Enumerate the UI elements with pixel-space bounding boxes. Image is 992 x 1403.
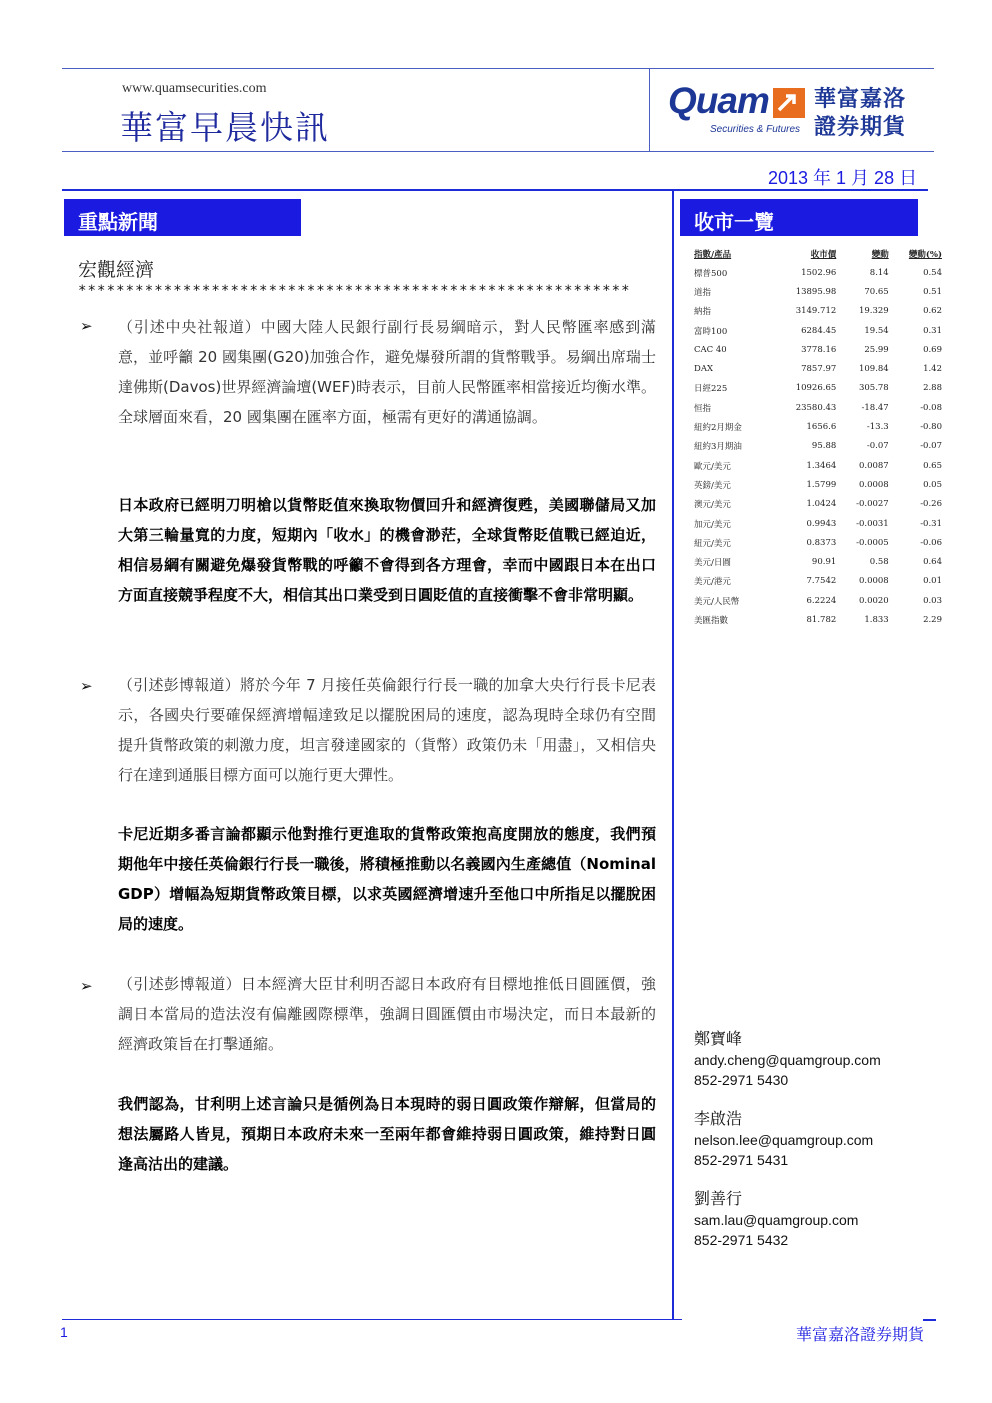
table-row <box>694 475 942 494</box>
table-cell: 0.69 <box>923 344 942 355</box>
logo-cn-line1: 華富嘉洛 <box>814 87 907 112</box>
footer-rule-left <box>62 1319 682 1320</box>
news-paragraph: （引述彭博報道）日本經濟大臣甘利明否認日本政府有目標地推低日圓匯價，強調日本當局的造法沒有偏離國際標準，強調日圓匯價由市場決定，而日本最新的經濟政策旨在打擊通縮。 <box>118 975 656 1053</box>
logo-subtitle: Securities & Futures <box>710 124 801 135</box>
table-cell: 0.0008 <box>858 576 889 587</box>
table-row <box>694 552 942 571</box>
table-cell: DAX <box>694 364 714 375</box>
table-cell: 1.0424 <box>806 499 837 510</box>
commentary-paragraph: 日本政府已經明刀明槍以貨幣貶值來換取物價回升和經濟復甦，美國聯儲局又加大第三輪量寬的力度，短期內「收水」的機會渺茫，全球貨幣貶值戰已經迫近，相信易綱有關避免爆發貨幣戰的呼籲不會得到各方理會，幸而中國跟日本在出口方面直接競爭程度不大，相信其出口業受到日圓貶值的直接衝擊不會非常明顯。 <box>118 496 656 604</box>
table-cell: 1.42 <box>923 364 942 375</box>
table-cell: 2.88 <box>923 383 942 394</box>
table-row <box>694 437 942 456</box>
table-cell: 納指 <box>694 307 712 318</box>
table-row <box>694 591 942 610</box>
table-cell: -18.47 <box>861 402 889 413</box>
table-cell: 日經225 <box>694 384 728 395</box>
market-close-table <box>694 245 942 630</box>
table-cell: 1.3464 <box>806 460 837 471</box>
table-header-cell: 變動(%) <box>908 250 942 260</box>
table-row <box>694 456 942 475</box>
table-header-cell: 變動 <box>871 250 889 260</box>
contact-name: 劉善行 <box>694 1191 743 1208</box>
table-row <box>694 572 942 591</box>
commentary-paragraph: 我們認為，甘利明上述言論只是循例為日本現時的弱日圓政策作辯解，但當局的想法屬路人皆見，預期日本政府未來一至兩年都會維持弱日圓政策，維持對日圓逢高沽出的建議。 <box>118 1095 656 1173</box>
contact-card <box>694 1190 858 1250</box>
table-cell: 0.0020 <box>858 595 889 606</box>
table-row <box>694 263 942 282</box>
table-cell: 加元/美元 <box>694 519 731 530</box>
table-cell: 1.5799 <box>806 479 837 490</box>
header-divider <box>649 68 650 152</box>
table-cell: 81.782 <box>806 614 837 625</box>
table-cell: 美元/港元 <box>694 577 731 588</box>
table-cell: 富時100 <box>694 326 728 337</box>
table-cell: 0.64 <box>923 557 942 568</box>
section-header-news <box>64 199 301 236</box>
section-title-market: 收市一覽 <box>694 210 774 234</box>
table-cell: 8.14 <box>869 267 889 278</box>
table-header-row <box>694 245 942 263</box>
table-row <box>694 610 942 629</box>
table-cell: 3778.16 <box>801 344 837 355</box>
contact-phone: 852-2971 5430 <box>694 1072 789 1088</box>
contact-name: 鄭寶峰 <box>694 1031 743 1048</box>
contact-email[interactable]: andy.cheng@quamgroup.com <box>694 1052 881 1068</box>
table-row <box>694 379 942 398</box>
contact-phone: 852-2971 5432 <box>694 1232 789 1248</box>
subheading-macro: 宏觀經濟 <box>78 259 155 281</box>
table-cell: 英鎊/美元 <box>694 480 731 491</box>
table-header-cell: 指數/產品 <box>694 250 732 260</box>
table-cell: 道指 <box>694 287 712 298</box>
table-cell: CAC 40 <box>694 344 727 355</box>
table-cell: 美元/人民幣 <box>694 596 740 607</box>
table-cell: -0.07 <box>920 441 942 452</box>
table-cell: 0.0008 <box>858 479 889 490</box>
table-cell: 23580.43 <box>795 402 837 413</box>
table-row <box>694 359 942 378</box>
table-cell: 紐約3月期油 <box>694 442 742 453</box>
commentary-paragraph: 卡尼近期多番言論都顯示他對推行更進取的貨幣政策抱高度開放的態度，我們預期他年中接任英倫銀行行長一職後，將積極推動以名義國內生產總值（Nominal GDP）增幅為短期貨幣政策目標，以求英國經濟增速升至他口中所指足以擺脫困局的速度。 <box>118 825 656 933</box>
bullet-icon: ➢ <box>80 317 93 335</box>
company-logo <box>666 82 922 144</box>
table-cell: 1.833 <box>864 614 889 625</box>
top-rule <box>62 189 928 191</box>
logo-wordmark: Quam <box>668 80 769 121</box>
table-cell: 6.2224 <box>806 595 837 606</box>
table-row <box>694 398 942 417</box>
logo-arrow-icon <box>773 88 805 118</box>
table-cell: 7857.97 <box>801 364 837 375</box>
table-cell: 0.8373 <box>806 537 837 548</box>
table-cell: 0.31 <box>923 325 942 336</box>
page-title: 華富早晨快訊 <box>120 108 330 147</box>
table-cell: 0.54 <box>923 267 942 278</box>
table-cell: 70.65 <box>864 286 889 297</box>
table-cell: -0.08 <box>920 402 942 413</box>
divider-stars: ********************************************************** <box>78 283 631 299</box>
table-cell: 90.91 <box>811 557 837 568</box>
table-row <box>694 340 942 359</box>
table-cell: -0.31 <box>920 518 942 529</box>
table-cell: 1502.96 <box>801 267 837 278</box>
contact-email[interactable]: sam.lau@quamgroup.com <box>694 1212 859 1228</box>
table-cell: 歐元/美元 <box>694 461 731 472</box>
table-cell: 美元/日圓 <box>694 558 731 569</box>
footer-rule-right <box>923 1319 936 1321</box>
table-row <box>694 321 942 340</box>
table-cell: -0.0027 <box>856 499 889 510</box>
report-date: 2013 年 1 月 28 日 <box>768 168 918 188</box>
site-url[interactable]: www.quamsecurities.com <box>122 81 267 96</box>
table-cell: 0.62 <box>923 306 942 317</box>
table-cell: 0.03 <box>923 595 942 606</box>
bullet-icon: ➢ <box>80 677 93 695</box>
table-cell: 美匯指數 <box>694 615 729 626</box>
table-row <box>694 282 942 301</box>
table-row <box>694 533 942 552</box>
news-paragraph: （引述中央社報道）中國大陸人民銀行副行長易綱暗示，對人民幣匯率感到滿意，並呼籲 20 國集團(G20)加強合作，避免爆發所謂的貨幣戰爭。易綱出席瑞士達佛斯(Davos)世界經濟論壇(WEF)時表示，目前人民幣匯率相當接近均衡水準。全球層面來看，20 國集團在匯率方面，極需有更好的溝通協調。 <box>118 318 656 426</box>
table-cell: 25.99 <box>864 344 889 355</box>
contact-name: 李啟浩 <box>694 1111 743 1128</box>
table-row <box>694 417 942 436</box>
table-cell: 19.329 <box>858 306 889 317</box>
logo-cn-line2: 證券期貨 <box>814 115 907 140</box>
header-bottom-rule <box>62 151 934 152</box>
table-cell: -0.80 <box>920 422 942 433</box>
contact-phone: 852-2971 5431 <box>694 1152 789 1168</box>
table-cell: 恒指 <box>694 403 712 414</box>
section-header-market <box>680 199 918 236</box>
table-cell: 3149.712 <box>795 306 837 317</box>
contact-card <box>694 1030 881 1090</box>
bullet-icon: ➢ <box>80 977 93 995</box>
section-title-news: 重點新聞 <box>78 210 158 234</box>
contact-email[interactable]: nelson.lee@quamgroup.com <box>694 1132 874 1148</box>
table-cell: 0.0087 <box>858 460 889 471</box>
table-cell: -0.0031 <box>856 518 889 529</box>
table-row <box>694 495 942 514</box>
table-cell: 1656.6 <box>806 422 837 433</box>
news-paragraph: （引述彭博報道）將於今年 7 月接任英倫銀行行長一職的加拿大央行行長卡尼表示，各國央行要確保經濟增幅達致足以擺脫困局的速度，認為現時全球仍有空間提升貨幣政策的刺激力度，坦言發達國家的（貨幣）政策仍未「用盡」，又相信央行在達到通脹目標方面可以施行更大彈性。 <box>118 676 656 784</box>
table-cell: -0.26 <box>920 499 942 510</box>
page-number: 1 <box>60 1324 68 1340</box>
contact-card <box>694 1110 873 1170</box>
table-cell: -0.07 <box>866 441 889 452</box>
table-cell: 6284.45 <box>801 325 837 336</box>
table-cell: 19.54 <box>864 325 889 336</box>
table-cell: 0.9943 <box>806 518 837 529</box>
table-cell: -0.06 <box>920 537 942 548</box>
table-cell: 0.65 <box>923 460 942 471</box>
table-cell: -13.3 <box>866 422 889 433</box>
table-cell: 0.05 <box>923 479 942 490</box>
table-row <box>694 514 942 533</box>
table-cell: 10926.65 <box>795 383 837 394</box>
table-cell: 7.7542 <box>806 576 837 587</box>
table-cell: 109.84 <box>858 364 889 375</box>
table-row <box>694 302 942 321</box>
table-cell: 澳元/美元 <box>694 500 731 511</box>
table-cell: -0.0005 <box>856 537 889 548</box>
table-cell: 紐元/美元 <box>694 538 731 549</box>
table-cell: 2.29 <box>923 614 942 625</box>
column-divider <box>672 190 674 1320</box>
table-cell: 0.58 <box>869 557 889 568</box>
header-top-rule <box>62 68 934 69</box>
table-cell: 13895.98 <box>795 286 837 297</box>
footer-brand: 華富嘉洛證券期貨 <box>796 1325 925 1344</box>
table-cell: 0.51 <box>923 286 942 297</box>
table-cell: 紐約2月期金 <box>694 423 742 434</box>
table-cell: 305.78 <box>858 383 889 394</box>
table-cell: 95.88 <box>811 441 837 452</box>
table-header-cell: 收市價 <box>810 250 837 260</box>
table-cell: 0.01 <box>923 576 942 587</box>
table-cell: 標普500 <box>694 268 728 279</box>
